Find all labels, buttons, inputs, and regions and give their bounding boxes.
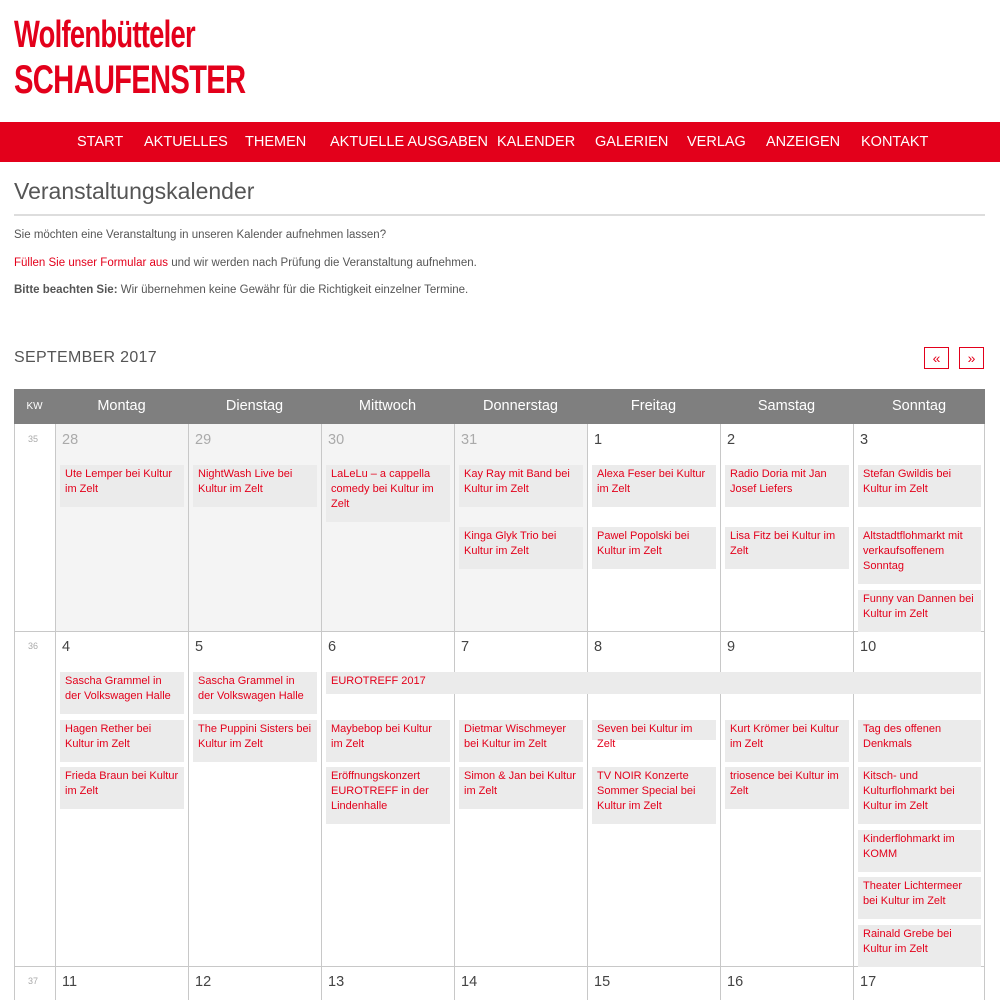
form-link[interactable]: Füllen Sie unser Formular aus <box>14 257 169 269</box>
title-divider <box>14 214 985 216</box>
grid-line <box>853 424 854 1000</box>
nav-galerien[interactable]: GALERIEN <box>595 134 669 150</box>
calendar-event[interactable]: Sascha Grammel in der Volkswagen Halle <box>193 672 317 714</box>
calendar-event[interactable]: The Puppini Sisters bei Kultur im Zelt <box>193 720 317 762</box>
grid-line <box>454 424 455 1000</box>
weekday-header: Donnerstag <box>483 398 558 414</box>
calendar-event[interactable]: Ute Lemper bei Kultur im Zelt <box>60 465 184 507</box>
nav-verlag[interactable]: VERLAG <box>687 134 746 150</box>
day-number[interactable]: 30 <box>328 432 345 448</box>
day-number[interactable]: 31 <box>461 432 478 448</box>
other-month-cell <box>188 424 321 631</box>
calendar-event[interactable]: Pawel Popolski bei Kultur im Zelt <box>592 527 716 569</box>
grid-line <box>188 424 189 1000</box>
day-number[interactable]: 15 <box>594 974 611 990</box>
nav-kontakt[interactable]: KONTAKT <box>861 134 929 150</box>
day-number[interactable]: 14 <box>461 974 478 990</box>
kw-header: KW <box>26 401 43 412</box>
calendar-event[interactable]: Eröffnungskonzert EUROTREFF in der Lindenhalle <box>326 767 450 824</box>
day-number[interactable]: 6 <box>328 639 337 655</box>
calendar-event[interactable]: Radio Doria mit Jan Josef Liefers <box>725 465 849 507</box>
nav-anzeigen[interactable]: ANZEIGEN <box>766 134 841 150</box>
calendar-event[interactable]: Kinga Glyk Trio bei Kultur im Zelt <box>459 527 583 569</box>
calendar-event[interactable]: Kurt Krömer bei Kultur im Zelt <box>725 720 849 762</box>
day-number[interactable]: 12 <box>195 974 212 990</box>
day-number[interactable]: 4 <box>62 639 71 655</box>
weekday-header: Sonntag <box>891 398 947 414</box>
calendar-event[interactable]: Maybebop bei Kultur im Zelt <box>326 720 450 762</box>
day-number[interactable]: 29 <box>195 432 212 448</box>
calendar-event[interactable]: Dietmar Wischmeyer bei Kultur im Zelt <box>459 720 583 762</box>
weekday-header: Dienstag <box>225 398 284 414</box>
day-number[interactable]: 10 <box>860 639 877 655</box>
weekday-header: Mittwoch <box>358 398 417 414</box>
calendar-event[interactable]: Funny van Dannen bei Kultur im Zelt <box>858 590 981 632</box>
notice-label: Bitte beachten Sie: <box>14 284 118 296</box>
calendar-event[interactable]: Simon & Jan bei Kultur im Zelt <box>459 767 583 809</box>
calendar-header <box>14 389 985 424</box>
next-month-button[interactable]: » <box>959 347 984 369</box>
nav-start[interactable]: START <box>77 134 124 150</box>
grid-line <box>720 424 721 1000</box>
intro-form-line <box>14 257 477 269</box>
logo-line-2: SCHAUFENSTER <box>14 58 246 102</box>
calendar-event[interactable]: Altstadtflohmarkt mit verkaufsoffenem Sonntag <box>858 527 981 584</box>
week-number: 36 <box>28 641 39 651</box>
day-number[interactable]: 28 <box>62 432 79 448</box>
day-number[interactable]: 5 <box>195 639 204 655</box>
notice-text: Wir übernehmen keine Gewähr für die Richtigkeit einzelner Termine. <box>117 284 469 296</box>
calendar-event[interactable]: Theater Lichtermeer bei Kultur im Zelt <box>858 877 981 919</box>
nav-aktuelle-ausgaben[interactable]: AKTUELLE AUSGABEN <box>330 134 488 150</box>
nav-aktuelles[interactable]: AKTUELLES <box>144 134 228 150</box>
day-number[interactable]: 8 <box>594 639 603 655</box>
nav-kalender[interactable]: KALENDER <box>497 134 576 150</box>
calendar-event[interactable]: Kinderflohmarkt im KOMM <box>858 830 981 872</box>
day-number[interactable]: 3 <box>860 432 869 448</box>
other-month-cell <box>321 424 454 631</box>
intro-question: Sie möchten eine Veranstaltung in unseren Kalender aufnehmen lassen? <box>14 229 387 241</box>
calendar-event[interactable]: Seven bei Kultur im Zelt <box>592 720 716 740</box>
calendar-event[interactable]: Tag des offenen Denkmals <box>858 720 981 762</box>
main-navigation <box>0 122 1000 162</box>
grid-line <box>984 424 985 1000</box>
grid-line <box>321 424 322 1000</box>
week-number: 37 <box>28 976 39 986</box>
prev-month-button[interactable]: « <box>924 347 949 369</box>
calendar-event[interactable]: Alexa Feser bei Kultur im Zelt <box>592 465 716 507</box>
page-title: Veranstaltungskalender <box>14 178 255 204</box>
day-number[interactable]: 2 <box>727 432 736 448</box>
weekday-header: Samstag <box>757 398 816 414</box>
grid-line <box>14 966 985 967</box>
grid-line <box>14 631 985 632</box>
calendar-event[interactable]: Kitsch- und Kulturflohmarkt bei Kultur im Zelt <box>858 767 981 824</box>
calendar-event[interactable]: NightWash Live bei Kultur im Zelt <box>193 465 317 507</box>
calendar-event[interactable]: Lisa Fitz bei Kultur im Zelt <box>725 527 849 569</box>
day-number[interactable]: 7 <box>461 639 470 655</box>
week-number: 35 <box>28 434 39 444</box>
calendar-event-span[interactable]: EUROTREFF 2017 <box>326 672 981 694</box>
logo-line-1: Wolfenbütteler <box>14 14 195 56</box>
calendar-event[interactable]: Frieda Braun bei Kultur im Zelt <box>60 767 184 809</box>
intro-form-text: und wir werden nach Prüfung die Veranstaltung aufnehmen. <box>168 257 477 269</box>
day-number[interactable]: 1 <box>594 432 603 448</box>
calendar-event[interactable]: Sascha Grammel in der Volkswagen Halle <box>60 672 184 714</box>
calendar-event[interactable]: LaLeLu – a cappella comedy bei Kultur im Zelt <box>326 465 450 522</box>
day-number[interactable]: 16 <box>727 974 744 990</box>
day-number[interactable]: 11 <box>62 974 78 990</box>
other-month-cell <box>55 424 188 631</box>
weekday-header: Montag <box>97 398 146 414</box>
calendar-event[interactable]: TV NOIR Konzerte Sommer Special bei Kultur im Zelt <box>592 767 716 824</box>
nav-themen[interactable]: THEMEN <box>245 134 307 150</box>
day-number[interactable]: 13 <box>328 974 345 990</box>
calendar-event[interactable]: Stefan Gwildis bei Kultur im Zelt <box>858 465 981 507</box>
grid-line <box>587 424 588 1000</box>
calendar-event[interactable]: Kay Ray mit Band bei Kultur im Zelt <box>459 465 583 507</box>
calendar-month-title: SEPTEMBER 2017 <box>14 349 157 366</box>
weekday-header: Freitag <box>630 398 677 414</box>
intro-notice <box>14 284 468 296</box>
calendar-grid <box>14 389 985 1000</box>
day-number[interactable]: 17 <box>860 974 877 990</box>
calendar-event[interactable]: triosence bei Kultur im Zelt <box>725 767 849 809</box>
day-number[interactable]: 9 <box>727 639 736 655</box>
grid-line <box>55 424 56 1000</box>
site-logo[interactable] <box>14 14 246 104</box>
grid-line <box>14 424 15 1000</box>
calendar-event[interactable]: Hagen Rether bei Kultur im Zelt <box>60 720 184 762</box>
calendar-event[interactable]: Rainald Grebe bei Kultur im Zelt <box>858 925 981 967</box>
